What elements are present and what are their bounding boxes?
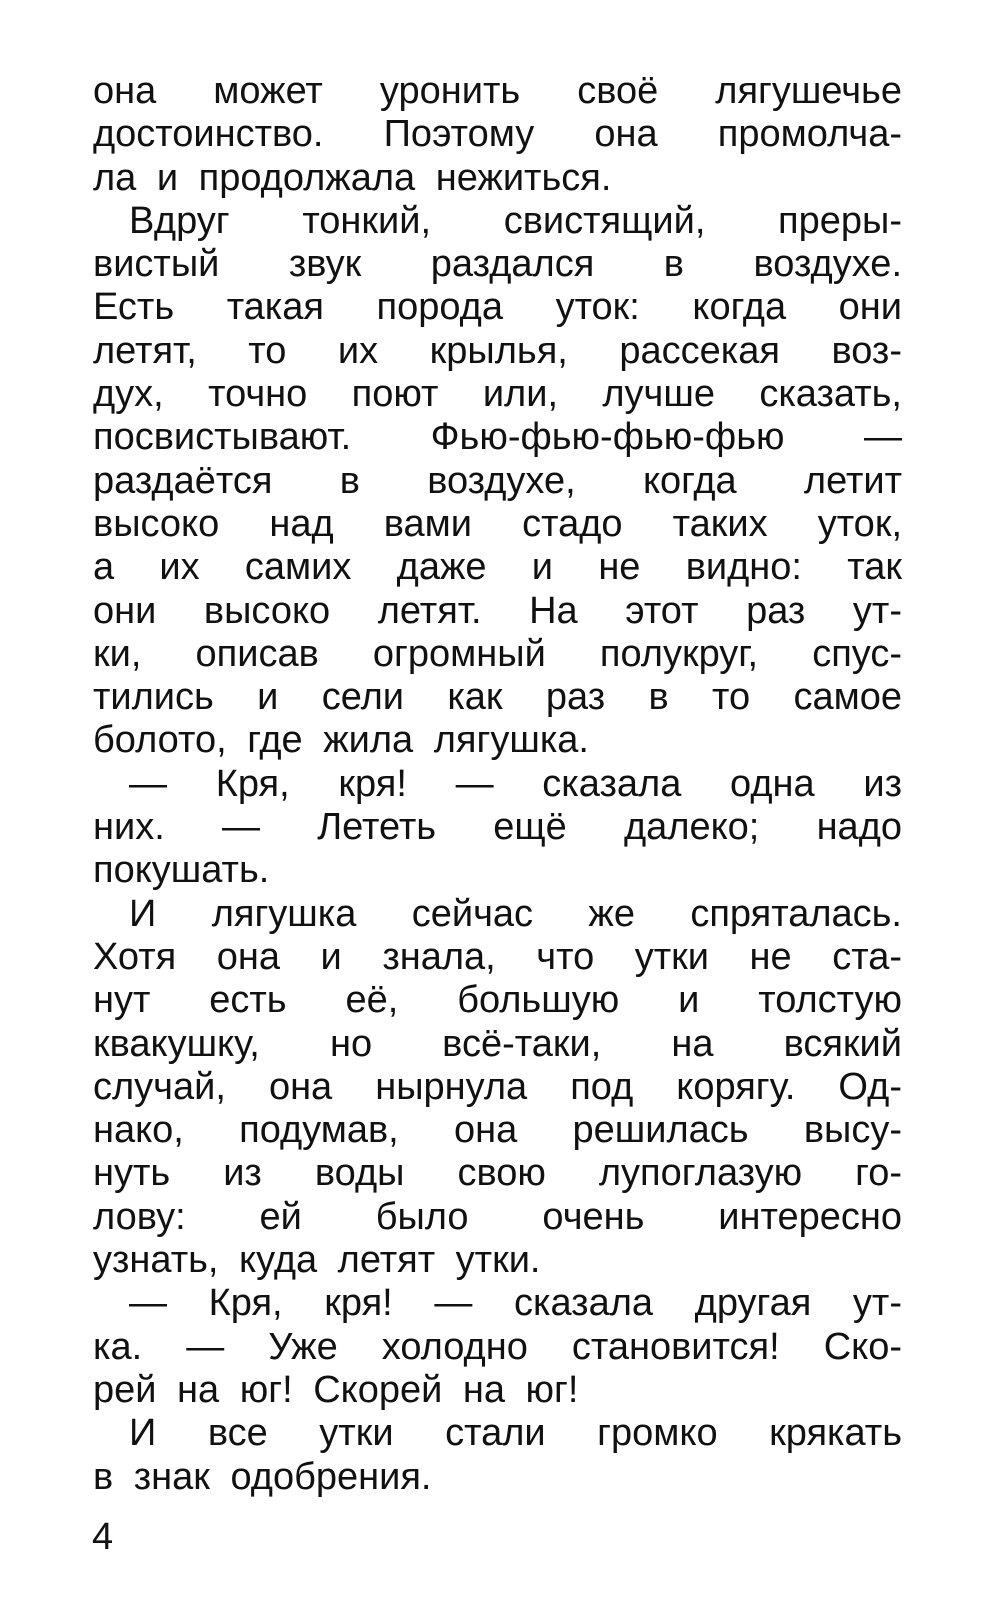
text-line: высоко над вами стадо таких уток,	[93, 502, 902, 545]
text-line: — Кря, кря! — сказала одна из	[129, 762, 902, 805]
text-line: нут есть её, большую и толстую	[93, 979, 902, 1022]
text-line: дух, точно поют или, лучше сказать,	[93, 373, 902, 416]
text-line: нуть из воды свою лупоглазую го-	[93, 1152, 902, 1195]
text-line: ла и продолжала нежиться.	[93, 156, 612, 199]
text-line: раздаётся в воздухе, когда летит	[93, 459, 902, 502]
text-line: Хотя она и знала, что утки не ста-	[93, 935, 902, 978]
text-line: И все утки стали громко крякать	[129, 1412, 902, 1455]
text-line: Есть такая порода уток: когда они	[93, 286, 902, 329]
text-line: И лягушка сейчас же спряталась.	[129, 892, 902, 935]
text-line: узнать, куда летят утки.	[93, 1239, 541, 1282]
text-line: вистый звук раздался в воздухе.	[93, 243, 902, 286]
body-text	[93, 70, 902, 1499]
text-line: лову: ей было очень интересно	[93, 1195, 902, 1238]
text-line: — Кря, кря! — сказала другая ут-	[129, 1282, 902, 1325]
text-line: тились и сели как раз в то самое	[93, 676, 902, 719]
text-line: достоинство. Поэтому она промолча-	[93, 113, 902, 156]
text-line: в знак одобрения.	[93, 1455, 432, 1498]
text-line: рей на юг! Скорей на юг!	[93, 1368, 579, 1411]
text-line: болото, где жила лягушка.	[93, 719, 589, 762]
page-number: 4	[92, 1516, 114, 1558]
text-line: нако, подумав, она решилась высу-	[93, 1109, 902, 1152]
text-line: них. — Лететь ещё далеко; надо	[93, 806, 902, 849]
text-line: посвистывают. Фью-фью-фью-фью —	[93, 416, 902, 459]
text-line: они высоко летят. На этот раз ут-	[93, 589, 902, 632]
text-line: ка. — Уже холодно становится! Ско-	[93, 1325, 902, 1368]
text-line: летят, то их крылья, рассекая воз-	[93, 329, 902, 372]
text-line: она может уронить своё лягушечье	[93, 70, 902, 112]
text-line: квакушку, но всё-таки, на всякий	[93, 1022, 902, 1065]
text-line: ки, описав огромный полукруг, спус-	[93, 632, 902, 675]
text-line: случай, она нырнула под корягу. Од-	[93, 1065, 902, 1108]
text-line: Вдруг тонкий, свистящий, преры-	[129, 199, 902, 242]
text-line: а их самих даже и не видно: так	[93, 546, 902, 589]
text-line: покушать.	[93, 849, 270, 892]
